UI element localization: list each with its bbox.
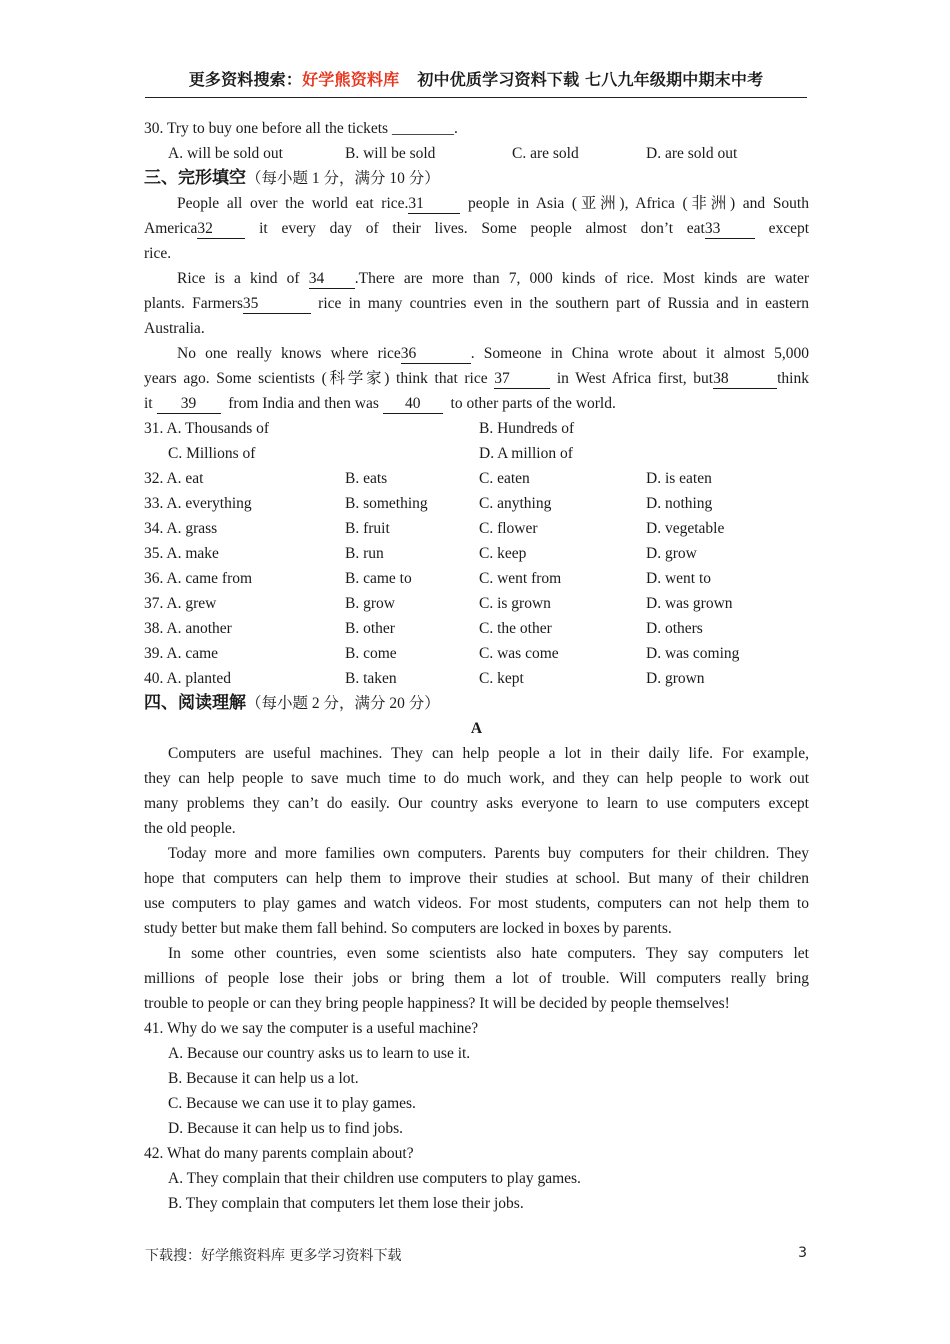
option-b: B. run xyxy=(345,545,384,562)
blank-37: 37 xyxy=(494,370,550,389)
reading-line: study better but make them fall behind. So computers are locked in boxes by parents. xyxy=(144,920,672,937)
option-c: C. kept xyxy=(479,670,524,687)
option-b: B. will be sold xyxy=(345,145,436,162)
passage-line: years ago. Some scientists (科学家) think that rice 37 in West Africa first, but38 think xyxy=(144,370,809,387)
option-c: C. Because we can use it to play games. xyxy=(168,1095,416,1112)
option-b: B. came to xyxy=(345,570,412,587)
reading-line: millions of people lose their jobs or bring them a lot of trouble. Will computers really bring xyxy=(144,970,809,987)
reading-line: they can help people to save much time to do much work, and they can help people to work out xyxy=(144,770,809,787)
section-title: 四、阅读理解 xyxy=(144,693,246,713)
question-36-options xyxy=(144,566,809,591)
passage-line: it 39 from India and then was 40 to other parts of the world. xyxy=(144,395,616,412)
option-c: C. keep xyxy=(479,545,527,562)
reading-line: trouble to people or can they bring people happiness? It will be decided by people themselves! xyxy=(144,995,730,1012)
blank-31: 31 xyxy=(408,195,460,214)
section-3-heading xyxy=(144,166,809,191)
question-37-options xyxy=(144,591,809,616)
option-a: 36. A. came from xyxy=(144,570,253,587)
section-note: （每小题 1 分，满分 10 分） xyxy=(246,170,440,187)
section-4-heading xyxy=(144,691,809,716)
blank-36: 36 xyxy=(401,345,471,364)
option-d: D. was grown xyxy=(646,595,733,612)
blank-33: 33 xyxy=(705,220,755,239)
option-a: 40. A. planted xyxy=(144,670,231,687)
footer-text: 下载搜：好学熊资料库 更多学习资料下载 xyxy=(145,1248,402,1264)
header-search-prompt: 更多资料搜索：好学熊资料库 xyxy=(188,70,400,89)
section-title: 三、完形填空 xyxy=(144,168,246,188)
option-b: B. come xyxy=(345,645,397,662)
option-a: A. Because our country asks us to learn to use it. xyxy=(168,1045,471,1062)
option-a: A. They complain that their children use computers to play games. xyxy=(168,1170,581,1187)
question-42-stem: 42. What do many parents complain about? xyxy=(144,1145,414,1162)
option-b: B. grow xyxy=(345,595,395,612)
question-34-options xyxy=(144,516,809,541)
option-d: D. went to xyxy=(646,570,712,587)
option-b: B. eats xyxy=(345,470,388,487)
option-a: 31. A. Thousands of xyxy=(144,420,270,437)
question-38-options xyxy=(144,616,809,641)
blank-39: 39 xyxy=(157,395,221,414)
option-a: 37. A. grew xyxy=(144,595,217,612)
question-40-options xyxy=(144,666,809,691)
option-a: 38. A. another xyxy=(144,620,232,637)
passage-line: Australia. xyxy=(144,320,205,337)
passage-line: People all over the world eat rice.31 people in Asia (亚洲), Africa (非洲) and South xyxy=(177,195,809,212)
option-d: D. is eaten xyxy=(646,470,712,487)
reading-part-label: A xyxy=(470,720,483,737)
option-a: A. will be sold out xyxy=(168,145,283,162)
option-b: B. They complain that computers let them lose their jobs. xyxy=(168,1195,524,1212)
option-b: B. taken xyxy=(345,670,397,687)
blank-34: 34 xyxy=(309,270,355,289)
header-brand: 好学熊资料库 xyxy=(302,70,400,89)
question-30-stem: 30. Try to buy one before all the tickets ________. xyxy=(144,120,458,137)
option-d: D. others xyxy=(646,620,703,637)
option-c: C. was come xyxy=(479,645,559,662)
passage-line: America32 it every day of their lives. Some people almost don’t eat33 except xyxy=(144,220,810,237)
question-33-options xyxy=(144,491,809,516)
option-d: D. vegetable xyxy=(646,520,725,537)
page-footer xyxy=(145,1245,807,1265)
question-39-options xyxy=(144,641,809,666)
section-note: （每小题 2 分，满分 20 分） xyxy=(246,695,440,712)
reading-line: many problems they can’t do easily. Our country asks everyone to learn to use computers except xyxy=(144,795,809,812)
reading-line: use computers to play games and watch videos. For most students, computers can not help them to xyxy=(144,895,809,912)
reading-line: Today more and more families own computers. Parents buy computers for their children. They xyxy=(168,845,809,862)
blank-38: 38 xyxy=(713,370,777,389)
reading-line: hope that computers can help them to improve their studies at school. But many of their children xyxy=(144,870,809,887)
blank-32: 32 xyxy=(197,220,245,239)
option-d: D. grow xyxy=(646,545,697,562)
option-b: B. Hundreds of xyxy=(479,420,575,437)
reading-line: In some other countries, even some scientists also hate computers. They say computers let xyxy=(168,945,809,962)
option-c: C. the other xyxy=(479,620,552,637)
option-b: B. other xyxy=(345,620,395,637)
passage-line: rice. xyxy=(144,245,172,262)
option-d: D. A million of xyxy=(479,445,573,462)
option-a: 33. A. everything xyxy=(144,495,252,512)
option-a: 34. A. grass xyxy=(144,520,218,537)
option-a: 39. A. came xyxy=(144,645,219,662)
option-d: D. nothing xyxy=(646,495,713,512)
blank-35: 35 xyxy=(243,295,311,314)
reading-line: the old people. xyxy=(144,820,236,837)
question-41-stem: 41. Why do we say the computer is a useful machine? xyxy=(144,1020,479,1037)
question-31-options-cont xyxy=(144,441,809,466)
option-a: 32. A. eat xyxy=(144,470,204,487)
option-a: 35. A. make xyxy=(144,545,219,562)
question-30-options xyxy=(168,141,809,166)
passage-line: No one really knows where rice36 . Someone in China wrote about it almost 5,000 xyxy=(177,345,809,362)
option-c: C. eaten xyxy=(479,470,530,487)
page-number: 3 xyxy=(798,1245,807,1261)
option-c: C. went from xyxy=(479,570,562,587)
option-b: B. fruit xyxy=(345,520,390,537)
reading-line: Computers are useful machines. They can help people a lot in their daily life. For example, xyxy=(168,745,809,762)
option-c: C. are sold xyxy=(512,145,579,162)
header-tagline: 初中优质学习资料下载 七八九年级期中期末中考 xyxy=(417,70,764,89)
question-32-options xyxy=(144,466,809,491)
option-c: C. Millions of xyxy=(168,445,256,462)
option-c: C. is grown xyxy=(479,595,551,612)
question-35-options xyxy=(144,541,809,566)
passage-line: plants. Farmers35 rice in many countries even in the southern part of Russia and in eastern xyxy=(144,295,809,312)
option-c: C. anything xyxy=(479,495,552,512)
blank-40: 40 xyxy=(383,395,443,414)
option-d: D. are sold out xyxy=(646,145,738,162)
page-header-banner xyxy=(145,64,807,98)
passage-line: Rice is a kind of 34 .There are more than 7, 000 kinds of rice. Most kinds are water xyxy=(177,270,810,287)
question-31-options xyxy=(144,416,809,441)
option-d: D. was coming xyxy=(646,645,740,662)
option-b: B. something xyxy=(345,495,428,512)
option-b: B. Because it can help us a lot. xyxy=(168,1070,359,1087)
option-d: D. Because it can help us to find jobs. xyxy=(168,1120,404,1137)
option-c: C. flower xyxy=(479,520,538,537)
option-d: D. grown xyxy=(646,670,705,687)
